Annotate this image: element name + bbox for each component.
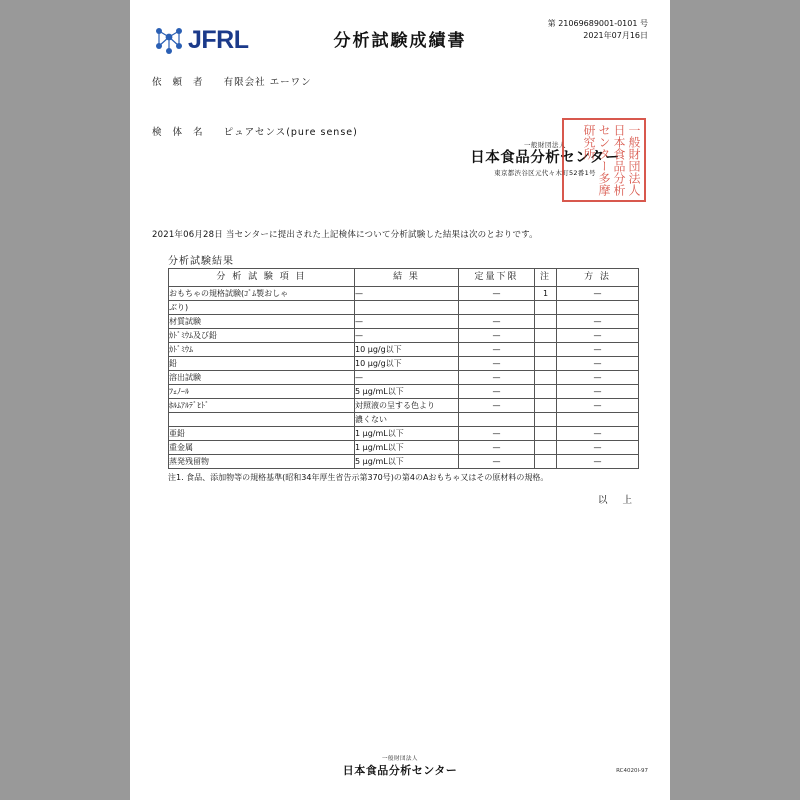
document-date: 2021年07月16日 (583, 31, 648, 40)
cell-item: ぶり) (169, 301, 355, 315)
cell-item: 蒸発残留物 (169, 455, 355, 469)
document-page (130, 0, 670, 800)
col-note: 注 (535, 269, 557, 287)
cell-note (535, 399, 557, 413)
field-client-value: 有限会社 エーワン (223, 77, 312, 88)
cell-result: 10 µg/g以下 (355, 357, 459, 371)
cell-item: ｶﾄﾞﾐｳﾑ及び鉛 (169, 329, 355, 343)
cell-result: — (355, 329, 459, 343)
issuer-address: 東京都渋谷区元代々木町52番1号 (494, 169, 596, 178)
issuer-name: 日本食品分析センター (470, 150, 620, 166)
cell-note (535, 441, 557, 455)
footer-kind: 一般財団法人 (381, 756, 418, 762)
cell-item: 亜鉛 (169, 427, 355, 441)
intro-sentence: 2021年06月28日 当センターに提出された上記検体について分析試験した結果は次のとおりです。 (152, 230, 538, 240)
col-limit: 定量下限 (459, 269, 535, 287)
cell-limit: — (459, 371, 535, 385)
table-row (169, 455, 639, 469)
cell-result: — (355, 287, 459, 301)
cell-note (535, 357, 557, 371)
table-row (169, 441, 639, 455)
cell-note (535, 427, 557, 441)
cell-method: — (557, 385, 639, 399)
cell-method: — (557, 427, 639, 441)
document-number: 第 21069689001-0101 号 (547, 19, 648, 28)
table-row (169, 315, 639, 329)
cell-method: — (557, 455, 639, 469)
cell-note (535, 301, 557, 315)
cell-item: ﾌｪﾉｰﾙ (169, 385, 355, 399)
cell-item: 鉛 (169, 357, 355, 371)
table-header-row (169, 269, 639, 287)
table-row (169, 427, 639, 441)
cell-result: 1 µg/mL以下 (355, 427, 459, 441)
cell-item: 材質試験 (169, 315, 355, 329)
table-footnote: 注1. 食品、添加物等の規格基準(昭和34年厚生省告示第370号)の第4のAおもちゃ又はその原材料の規格。 (168, 473, 549, 482)
cell-note (535, 455, 557, 469)
cell-limit: — (459, 357, 535, 371)
cell-limit: — (459, 385, 535, 399)
cell-item: おもちゃの規格試験(ｺﾞﾑ製おしゃ (169, 287, 355, 301)
footer-name: 日本食品分析センター (342, 764, 458, 777)
cell-method (557, 301, 639, 315)
cell-method: — (557, 287, 639, 301)
cell-result: — (355, 315, 459, 329)
field-client (152, 74, 312, 88)
cell-method: — (557, 399, 639, 413)
page-footer (130, 754, 670, 778)
results-section-label: 分析試験結果 (168, 256, 234, 267)
cell-note (535, 329, 557, 343)
cell-item: 溶出試験 (169, 371, 355, 385)
table-row (169, 413, 639, 427)
cell-method (557, 413, 639, 427)
cell-method: — (557, 371, 639, 385)
cell-limit (459, 413, 535, 427)
cell-limit: — (459, 287, 535, 301)
table-row (169, 301, 639, 315)
field-sample-label: 検 体 名 (152, 127, 207, 138)
table-row (169, 343, 639, 357)
cell-item (169, 413, 355, 427)
cell-note (535, 413, 557, 427)
cell-result: 10 µg/g以下 (355, 343, 459, 357)
col-result: 結 果 (355, 269, 459, 287)
footer-code: RC4020l-97 (616, 768, 648, 774)
field-sample (152, 124, 358, 138)
cell-limit: — (459, 441, 535, 455)
cell-result: 対照液の呈する色より (355, 399, 459, 413)
cell-item: ﾎﾙﾑｱﾙﾃﾞﾋﾄﾞ (169, 399, 355, 413)
table-row (169, 357, 639, 371)
cell-item: 重金属 (169, 441, 355, 455)
cell-result: 濃くない (355, 413, 459, 427)
cell-note: 1 (535, 287, 557, 301)
table-row (169, 329, 639, 343)
table-row (169, 385, 639, 399)
field-sample-value: ピュアセンス(pure sense) (223, 127, 358, 138)
cell-note (535, 343, 557, 357)
document-number-block (548, 18, 648, 42)
page-title: 分析試験成績書 (333, 31, 467, 51)
cell-result: 5 µg/mL以下 (355, 385, 459, 399)
red-seal-stamp: 一般財団法人日本食品分析センター多摩研究所 (562, 118, 646, 202)
cell-limit: — (459, 343, 535, 357)
cell-result: 5 µg/mL以下 (355, 455, 459, 469)
cell-limit: — (459, 427, 535, 441)
cell-method: — (557, 329, 639, 343)
cell-note (535, 371, 557, 385)
table-row (169, 287, 639, 301)
cell-result: — (355, 371, 459, 385)
issuer-kind: 一般財団法人 (524, 141, 566, 149)
table-row (169, 399, 639, 413)
cell-item: ｶﾄﾞﾐｳﾑ (169, 343, 355, 357)
cell-method: — (557, 315, 639, 329)
cell-note (535, 385, 557, 399)
results-table (168, 268, 639, 469)
cell-limit: — (459, 399, 535, 413)
table-row (169, 371, 639, 385)
cell-limit (459, 301, 535, 315)
cell-result (355, 301, 459, 315)
cell-method: — (557, 357, 639, 371)
logo-text: JFRL (188, 25, 249, 54)
col-method: 方 法 (557, 269, 639, 287)
col-item: 分 析 試 験 項 目 (169, 269, 355, 287)
cell-method: — (557, 441, 639, 455)
cell-result: 1 µg/mL以下 (355, 441, 459, 455)
cell-limit: — (459, 455, 535, 469)
cell-limit: — (459, 329, 535, 343)
cell-limit: — (459, 315, 535, 329)
field-client-label: 依 頼 者 (152, 77, 207, 88)
cell-note (535, 315, 557, 329)
cell-method: — (557, 343, 639, 357)
end-mark: 以 上 (597, 495, 638, 506)
document-header (130, 0, 670, 70)
